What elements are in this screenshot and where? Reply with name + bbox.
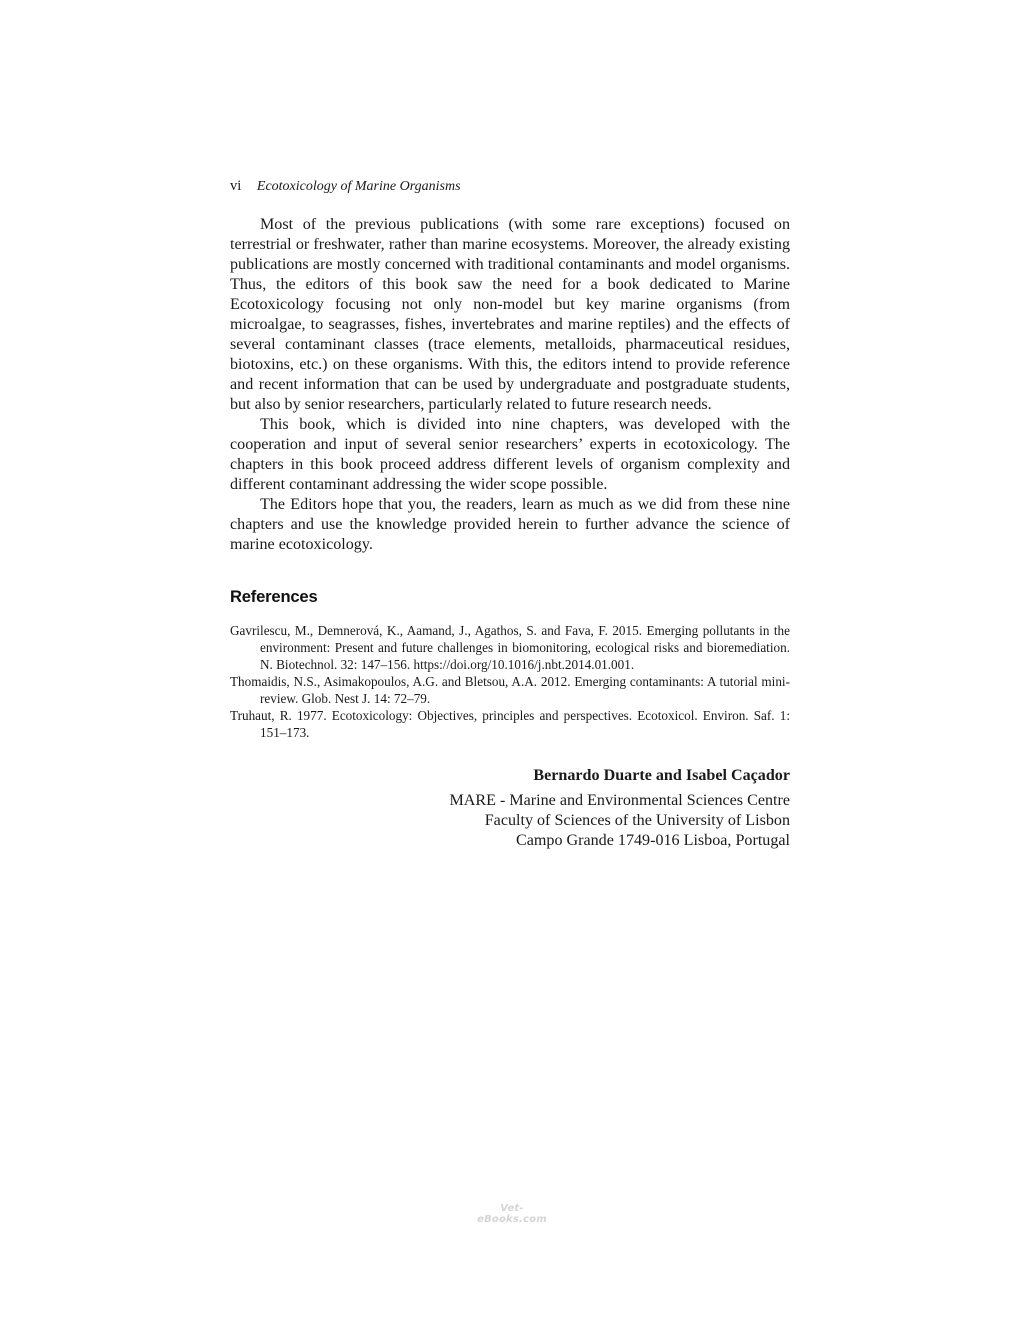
page-number: vi — [230, 178, 242, 194]
reference-item: Gavrilescu, M., Demnerová, K., Aamand, J., Agathos, S. and Fava, F. 2015. Emerging pollutants in the environment: Present and future challenges in biomonitoring, ecological risks and bioremediation. N. Biotechnol. 32: 147–156. https://doi.org/10.1016/j.nbt.2014.01.001. — [230, 623, 790, 672]
body-paragraph: The Editors hope that you, the readers, learn as much as we did from these nine chapters and use the knowledge provided herein to further advance the science of marine ecotoxicology. — [230, 496, 790, 553]
body-paragraph: Most of the previous publications (with some rare exceptions) focused on terrestrial or freshwater, rather than marine ecosystems. Moreover, the already existing publications are mostly concerned with traditional contaminants and model organisms. Thus, the editors of this book saw the need for a book dedicated to Marine Ecotoxicology focusing not only non-model but key marine organisms (from microalgae, to seagrasses, fishes, invertebrates and marine reptiles) and the effects of several contaminant classes (trace elements, metalloids, pharmaceutical residues, biotoxins, etc.) on these organisms. With this, the editors intend to provide reference and recent information that can be used by undergraduate and postgraduate students, but also by senior researchers, particularly related to future research needs. — [230, 216, 790, 413]
affiliation-line: Faculty of Sciences of the University of Lisbon — [484, 812, 790, 829]
preface-body — [230, 215, 790, 555]
reference-item: Truhaut, R. 1977. Ecotoxicology: Objectives, principles and perspectives. Ecotoxicol. Environ. Saf. 1: 151–173. — [230, 708, 790, 740]
watermark-logo: Vet-eBooks.com — [477, 1203, 547, 1225]
reference-item: Thomaidis, N.S., Asimakopoulos, A.G. and Bletsou, A.A. 2012. Emerging contaminants: A tutorial mini-review. Glob. Nest J. 14: 72–79. — [230, 674, 790, 706]
book-title: Ecotoxicology of Marine Organisms — [256, 179, 461, 194]
references-list — [230, 622, 790, 741]
editors-signature — [230, 766, 790, 851]
references-heading: References — [230, 587, 318, 606]
affiliation-line: MARE - Marine and Environmental Sciences Centre — [449, 792, 790, 809]
running-head — [230, 177, 461, 196]
editor-names: Bernardo Duarte and Isabel Caçador — [533, 767, 790, 784]
affiliation-line: Campo Grande 1749-016 Lisboa, Portugal — [516, 832, 790, 849]
body-paragraph: This book, which is divided into nine chapters, was developed with the cooperation and input of several senior researchers’ experts in ecotoxicology. The chapters in this book proceed address different levels of organism complexity and different contaminant addressing the wider scope possible. — [230, 416, 790, 493]
